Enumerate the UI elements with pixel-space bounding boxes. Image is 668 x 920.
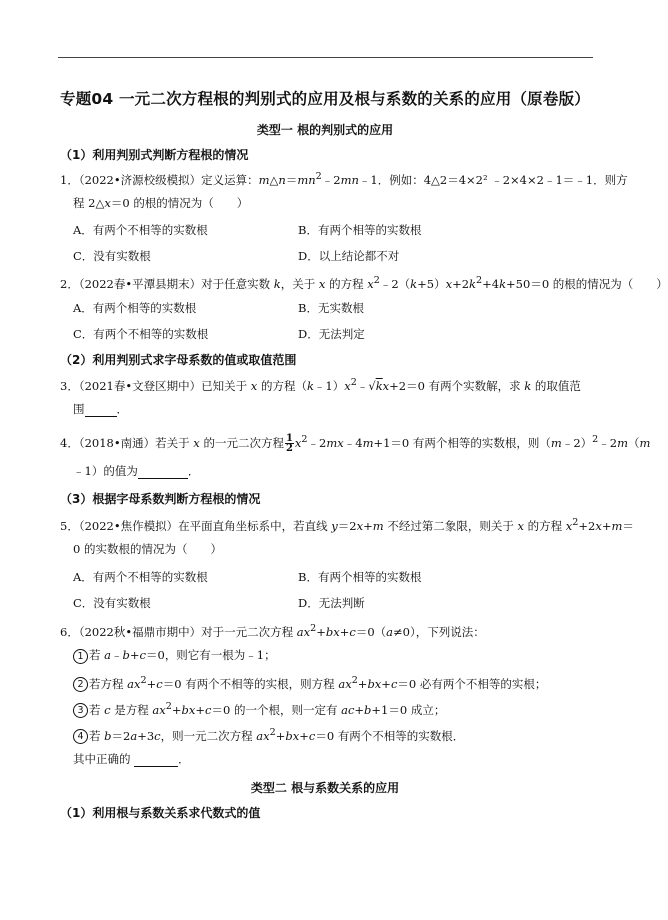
q5-line2: 0 的实数根的情况为（ ） [73, 542, 222, 556]
q6-tail: ． [178, 752, 190, 766]
q6-item-2-end: 必有两个不相等的实根； [419, 676, 547, 691]
q3-tail: ． [116, 402, 128, 416]
q1-text-a: 定义运算： [201, 172, 259, 187]
q6-item-3-mid: 是方程 [114, 702, 149, 717]
q3-text: 已知关于 [201, 378, 248, 393]
q6-item-1-pre: 若 [89, 648, 101, 662]
q3-text2: 的方程（ [260, 378, 307, 393]
q2-number: 2． [60, 276, 79, 291]
q6-item-3: 3 若 c 是方程 $ax^2+bx+c=0$ 的一个根，则一定有 ac+b+1＝0 成立； [73, 700, 445, 718]
q4-number: 4． [60, 435, 79, 450]
q4-source: （2018•南通） [78, 435, 156, 450]
q1-line2-text: 的根的情况为（ ） [133, 196, 249, 210]
q3-text4: 的取值范 [534, 378, 581, 393]
q6-item-3-pre: 若 [89, 702, 101, 717]
q1-option-b[interactable]: B．有两个相等的实数根 [298, 223, 422, 237]
q6-line1: 6．（2022秋•福鼎市期中）对于一元二次方程 $ax^2+bx+c=0(a\ne 0)$，下列说法： [60, 623, 485, 639]
q4-line2 [73, 464, 199, 479]
q6-item-2-marker: 2 [73, 677, 88, 692]
q6-item-4: 4 若 b＝2a+3c，则一元二次方程 $ax^2+bx+c=0$ 有两个不相等的实数根． [73, 726, 464, 744]
q1-option-a[interactable]: A．有两个不相等的实数根 [73, 223, 208, 237]
q1-option-d[interactable]: D．以上结论都不对 [298, 249, 400, 263]
q6-item-2-pre: 若方程 [89, 676, 124, 691]
q6-source: （2022秋•福鼎市期中） [78, 624, 202, 639]
q4-fraction [285, 434, 294, 453]
q3-text3: 有两个实数解，求 [428, 378, 521, 393]
q6-item-2: 2 若方程 $ax^2+c=0$ 有两个不相等的实根，则方程 $ax^2+bx+c=0$ 必有两个不相等的实根； [73, 674, 546, 692]
q5-line2-text: 的实数根的情况为（ ） [83, 542, 222, 556]
q6-item-3-end: 成立； [410, 702, 446, 717]
q6-text2: ，下列说法： [415, 624, 485, 639]
q1-option-c[interactable]: C．没有实数根 [73, 249, 151, 263]
q6-item-1-marker: 1 [73, 649, 88, 664]
q3-line2 [73, 402, 128, 417]
q4-tail-line: ﹣1）的值为 [73, 464, 138, 478]
q3-source: （2021春•文登区期中） [78, 378, 202, 393]
q5-source: （2022•焦作模拟） [78, 518, 179, 533]
section-2-heading: （2）利用判别式求字母系数的值或取值范围 [60, 353, 297, 367]
section-1-heading: （1）利用判别式判断方程根的情况 [60, 148, 249, 162]
q2-option-d[interactable]: D．无法判定 [298, 327, 365, 341]
q1-source: （2022•济源校级模拟） [78, 172, 202, 187]
q6-item-4-marker: 4 [73, 729, 88, 744]
q5-option-a[interactable]: A．有两个不相等的实数根 [73, 570, 208, 584]
q6-conclusion [73, 752, 190, 767]
type1-heading: 类型一 根的判别式的应用 [256, 123, 394, 137]
page-title: 专题04 一元二次方程根的判别式的应用及根与系数的关系的应用（原卷版） [60, 90, 590, 108]
q6-text: 对于一元二次方程 [201, 624, 294, 639]
q2-text3: 的方程 [329, 276, 364, 291]
q4-text3: 有两个相等的实数根，则（ [412, 435, 551, 450]
q3-number: 3． [60, 378, 79, 393]
q6-item-2-mid: 有两个不相等的实根，则方程 [185, 676, 335, 691]
q5-text3: 的方程 [527, 518, 563, 533]
q2-text2: ，关于 [280, 276, 316, 291]
q4-tail: ． [187, 464, 200, 478]
q2-option-c[interactable]: C．有两个不相等的实数根 [73, 327, 209, 341]
q4-line1: 4．（2018•南通）若关于 x 的一元二次方程 $\frac{1}{2}$ $x^2﹣2mx﹣4m+1=0$ 有两个相等的实数根，则（m﹣2）$^2$﹣2m（m [60, 433, 651, 455]
section-3-heading: （3）根据字母系数判断方程根的情况 [60, 492, 261, 506]
q4-fraction-denominator: 2 [285, 443, 293, 455]
q6-conclusion-text: 其中正确的 [73, 752, 131, 766]
q2-source: （2022春•平潭县期末） [78, 276, 202, 291]
q1-line1: 1．（2022•济源校级模拟）定义运算：$m\triangle n=mn^2﹣2mn﹣1$．例如：4△2＝4×2² ﹣2×4×2﹣1＝﹣1．则方 [60, 171, 628, 187]
q3-line2-text: 围 [73, 402, 85, 416]
q5-text: 在平面直角坐标系中，若直线 [178, 518, 328, 533]
q4-text: 若关于 [155, 435, 190, 450]
q5-option-b[interactable]: B．有两个相等的实数根 [298, 570, 422, 584]
q2-option-a[interactable]: A．有两个相等的实数根 [73, 301, 197, 315]
q5-option-c[interactable]: C．没有实数根 [73, 596, 151, 610]
q6-item-4-mid: ，则一元二次方程 [160, 728, 253, 743]
q2-text: 对于任意实数 [201, 276, 271, 291]
q6-item-4-pre: 若 [89, 728, 101, 743]
q2-option-b[interactable]: B．无实数根 [298, 301, 364, 315]
type2-heading: 类型二 根与系数关系的应用 [250, 781, 400, 795]
type2-section-1-heading: （1）利用根与系数关系求代数式的值 [60, 806, 261, 820]
q4-text2: 的一元二次方程 [203, 435, 284, 450]
q1-line2: 程 2△x＝0 的根的情况为（ ） [73, 196, 249, 210]
q4-fraction-numerator: 1 [285, 433, 293, 445]
q3-answer-blank[interactable] [85, 402, 117, 417]
q6-item-1-mid: ，则它有一根为﹣1； [164, 648, 276, 662]
q5-text2: 不经过第二象限，则关于 [387, 518, 514, 533]
q6-item-4-end: 有两个不相等的实数根． [337, 728, 465, 743]
q6-answer-blank[interactable] [134, 752, 178, 767]
q1-number: 1． [60, 172, 79, 187]
q5-number: 5． [60, 518, 79, 533]
q2-line1: 2．（2022春•平潭县期末）对于任意实数 k，关于 x 的方程 $x^2﹣2(k+5)x+2k^2+4k+50=0$ 的根的情况为（ ） [60, 275, 668, 291]
q5-line1: 5．（2022•焦作模拟）在平面直角坐标系中，若直线 y＝2x+m 不经过第二象限，则关于 x 的方程 $x^2+2x+m=$ [60, 517, 634, 533]
header-rule [58, 57, 593, 58]
q4-answer-blank[interactable] [138, 464, 188, 479]
q5-option-d[interactable]: D．无法判断 [298, 596, 365, 610]
q2-text4: 的根的情况为（ ） [552, 276, 668, 291]
q6-item-1: 1 若 a﹣b+c＝0，则它有一根为﹣1； [73, 648, 276, 664]
q6-item-3-mid2: 的一个根，则一定有 [233, 702, 338, 717]
q6-item-3-marker: 3 [73, 703, 88, 718]
q6-number: 6． [60, 624, 79, 639]
q1-text-b: ．例如：4△2＝4×2² ﹣2×4×2﹣1＝﹣1．则方 [377, 172, 628, 187]
q3-line1: 3．（2021春•文登区期中）已知关于 x 的方程$(k﹣1)x^2﹣√kx+2=0$ 有两个实数解，求 k 的取值范 [60, 377, 581, 393]
